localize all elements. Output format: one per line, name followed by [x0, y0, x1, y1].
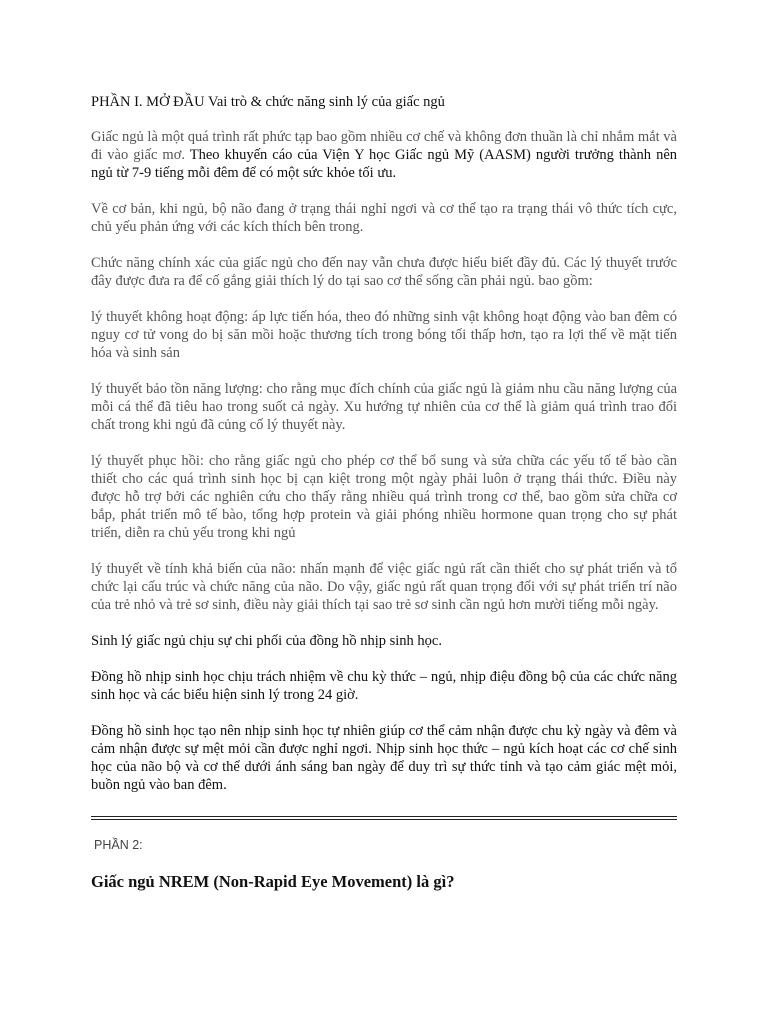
paragraph-restoration-theory: lý thuyết phục hồi: cho rằng giấc ngủ cho phép cơ thể bổ sung và sửa chữa các yếu tố tế bào cần thiết cho các quá trình sinh học bị cạn kiệt trong một ngày phải luôn ở trạng thái thức. Điều này được hỗ trợ bởi các nghiên cứu cho thấy rằng nhiều quá trình trong cơ thể, bao gồm sửa chữa cơ bắp, phát triển mô tế bào, tổng hợp protein và giải phóng nhiều hormone quan trọng cho sự phát triển, diễn ra chủ yếu trong khi ngủ — [91, 453, 677, 541]
paragraph-biological-clock: Đồng hồ sinh học tạo nên nhịp sinh học tự nhiên giúp cơ thể cảm nhận được chu kỳ ngày và đêm và cảm nhận được sự mệt mỏi cần được nghỉ ngơi. Nhịp sinh học thức – ngủ kích hoạt các cơ chế sinh học của não bộ và cơ thể dưới ánh sáng ban ngày để duy trì sự thức tỉnh và tạo cảm giác mệt mỏi, buồn ngủ vào ban đêm. — [91, 723, 677, 793]
paragraph-circadian: Sinh lý giấc ngủ chịu sự chi phối của đồng hồ nhịp sinh học. — [91, 633, 442, 649]
paragraph-inactivity-theory: lý thuyết không hoạt động: áp lực tiến hóa, theo đó những sinh vật không hoạt động vào ban đêm có nguy cơ tử vong do bị săn mồi hoặc thương tích trong bóng tối thấp hơn, tạo ra lợi thế về mặt tiến hóa và sinh sản — [91, 309, 677, 361]
paragraph-circadian-clock: Đồng hồ nhịp sinh học chịu trách nhiệm về chu kỳ thức – ngủ, nhịp điệu đồng bộ của các chức năng sinh học và các biểu hiện sinh lý trong 24 giờ. — [91, 669, 677, 703]
section1-heading: PHẦN I. MỞ ĐẦU Vai trò & chức năng sinh lý của giấc ngủ — [91, 94, 445, 110]
paragraph-2: Về cơ bản, khi ngủ, bộ não đang ở trạng thái nghỉ ngơi và cơ thể tạo ra trạng thái vô thức tích cực, chủ yếu phản ứng với các kích thích bên trong. — [91, 201, 677, 235]
paragraph-1-aasm: Theo khuyến cáo của Viện Y học Giấc ngủ Mỹ (AASM) người trưởng thành nên ngủ từ 7-9 tiếng mỗi đêm để có một sức khỏe tối ưu. — [91, 147, 678, 181]
section2-label: PHẦN 2: — [94, 838, 143, 852]
paragraph-1 — [91, 128, 677, 182]
paragraph-3: Chức năng chính xác của giấc ngủ cho đến nay vẫn chưa được hiểu biết đầy đủ. Các lý thuyết trước đây được đưa ra để cố gắng giải thích lý do tại sao cơ thể sống cần phải ngủ. bao gồm: — [91, 255, 677, 289]
paragraph-energy-theory: lý thuyết bảo tồn năng lượng: cho rằng mục đích chính của giấc ngủ là giảm nhu cầu năng lượng của mỗi cá thể đã tiêu hao trong suốt cả ngày. Xu hướng tự nhiên của cơ thể là giảm quá trình trao đổi chất trong khi ngủ đã củng cố lý thuyết này. — [91, 381, 677, 433]
section2-title: Giấc ngủ NREM (Non-Rapid Eye Movement) là gì? — [91, 872, 455, 891]
section-divider — [91, 816, 677, 820]
paragraph-1-intro: Giấc ngủ là một quá trình rất phức tạp bao gồm nhiều cơ chế và không đơn thuần là chỉ nhắm mắt và đi vào giấc mơ. — [91, 129, 677, 163]
paragraph-plasticity-theory: lý thuyết về tính khả biến của não: nhấn mạnh để việc giấc ngủ rất cần thiết cho sự phát triển và tổ chức lại cấu trúc và chức năng của não. Do vậy, giấc ngủ rất quan trọng đối với sự phát triển trí não của trẻ nhỏ và trẻ sơ sinh, điều này giải thích tại sao trẻ sơ sinh cần ngủ hơn mười tiếng mỗi ngày. — [91, 561, 677, 613]
